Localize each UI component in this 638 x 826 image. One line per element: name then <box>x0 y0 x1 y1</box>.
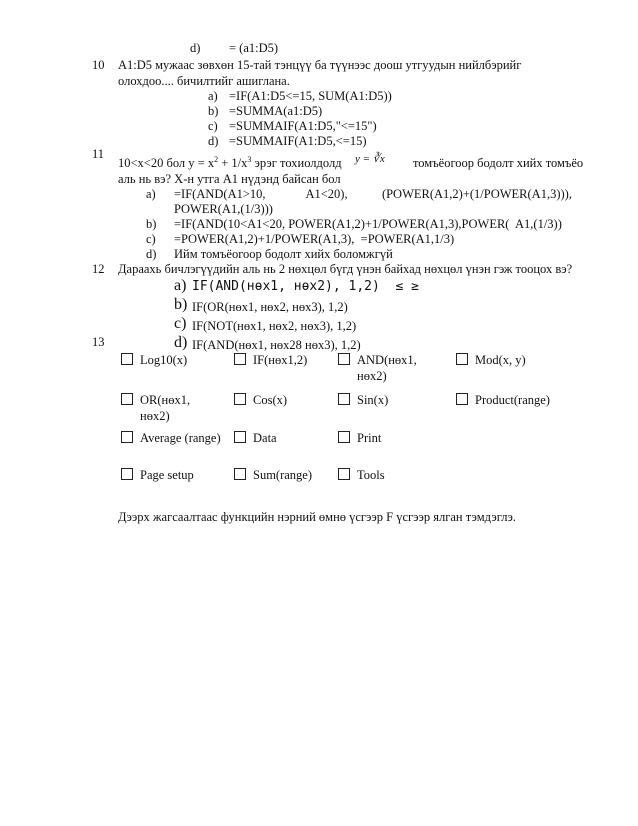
q11-option-label: d) <box>146 247 157 261</box>
checkbox[interactable] <box>338 353 350 365</box>
checkbox[interactable] <box>234 353 246 365</box>
q10-number: 10 <box>92 58 105 72</box>
q12-option-text: IF(NOT(нөх1, нөх2, нөх3), 1,2) <box>192 319 357 333</box>
q13-option-label: Page setup <box>140 468 194 482</box>
q13-footer: Дээрх жагсаалтаас функцийн нэрний өмнө үсгээр F үсгээр ялган тэмдэглэ. <box>118 510 516 524</box>
checkbox[interactable] <box>121 393 133 405</box>
checkbox[interactable] <box>338 393 350 405</box>
q11-option-text: =POWER(A1,2)+1/POWER(A1,3), =POWER(A1,1/3) <box>174 232 455 246</box>
q12-option-label: c) <box>174 315 187 332</box>
checkbox[interactable] <box>121 431 133 443</box>
q13-option-label: Data <box>253 431 277 445</box>
q13-option-label: Average (range) <box>140 431 221 445</box>
q11-option-text: Ийм томъёогоор бодолт хийх боломжгүй <box>174 247 393 261</box>
q10-option-label: b) <box>208 104 219 118</box>
q13-option[interactable] <box>456 392 550 408</box>
checkbox[interactable] <box>338 468 350 480</box>
q13-option[interactable] <box>338 352 417 384</box>
checkbox[interactable] <box>121 353 133 365</box>
q11-line1-d: томъёогоор бодолт хийх томъёо <box>413 156 584 170</box>
q13-option[interactable] <box>456 352 526 368</box>
q10-line1: A1:D5 мужаас зөвхөн 15-тай тэнцүү ба түүнээс доош утгуудын нийлбэрийг <box>118 58 522 72</box>
q10-option-label: a) <box>208 89 218 103</box>
q11-line1 <box>118 155 342 171</box>
q13-option-label: Tools <box>357 468 385 482</box>
q13-option-label: Cos(x) <box>253 393 288 407</box>
q12-option-label: a) <box>174 277 187 294</box>
q13-option[interactable] <box>121 467 194 483</box>
q11-option-text: =IF(AND(10<A1<20, POWER(A1,2)+1/POWER(A1,3),POWER( A1,(1/3)) <box>174 217 562 231</box>
q11-line1-b: + 1/x <box>218 156 248 170</box>
q12-option-text: IF(AND(нөх1, нөх2), 1,2) ≤ ≥ <box>192 279 419 294</box>
checkbox[interactable] <box>234 431 246 443</box>
q13-option[interactable] <box>234 430 277 446</box>
q12-option-text: IF(AND(нөх1, нөх28 нөх3), 1,2) <box>192 338 361 352</box>
q13-option-label: Sum(range) <box>253 468 313 482</box>
q10-option-text: =IF(A1:D5<=15, SUM(A1:D5)) <box>229 89 392 103</box>
q10-option-text: =SUMMAIF(A1:D5,<=15) <box>229 134 367 148</box>
checkbox[interactable] <box>456 353 468 365</box>
q13-option[interactable] <box>338 467 385 483</box>
q13-option[interactable] <box>234 467 312 483</box>
q11-sup2: 3 <box>247 154 252 164</box>
checkbox[interactable] <box>234 468 246 480</box>
q13-option-label: AND(нөх1, нөх2) <box>357 353 417 383</box>
q12-option-label: d) <box>174 334 188 351</box>
q9-option-d-text: = (a1:D5) <box>229 41 279 55</box>
q9-option-d-label: d) <box>190 41 201 55</box>
q11-sup1: 2 <box>214 154 219 164</box>
q10-option-text: =SUMMA(a1:D5) <box>229 104 323 118</box>
q10-line2: олохдоо.... бичилтийг ашиглана. <box>118 74 290 88</box>
q12-option-text: IF(OR(нөх1, нөх2, нөх3), 1,2) <box>192 300 348 314</box>
q13-option-label: Print <box>357 431 382 445</box>
q12-question: Дараахь бичлэгүүдийн аль нь 2 нөхцөл бүгд үнэн байхад нөхцөл үнэн гэж тооцох вэ? <box>118 262 573 276</box>
q13-option-label: OR(нөх1, нөх2) <box>140 393 191 423</box>
q11-line1-a: 10<x<20 бол y = x <box>118 156 215 170</box>
q13-option-label: Sin(x) <box>357 393 389 407</box>
q12-option-label: b) <box>174 296 188 313</box>
q10-option-text: =SUMMAIF(A1:D5,"<=15") <box>229 119 377 133</box>
q11-number: 11 <box>92 147 105 161</box>
q13-option[interactable] <box>121 352 187 368</box>
q11-option-label: b) <box>146 217 157 231</box>
q13-option-label: Product(range) <box>475 393 550 407</box>
checkbox[interactable] <box>121 468 133 480</box>
q13-option[interactable] <box>338 430 381 446</box>
q13-option[interactable] <box>234 352 307 368</box>
q11-option-text-cont: POWER(A1,(1/3))) <box>174 202 273 216</box>
q13-option[interactable] <box>121 430 221 446</box>
q11-option-label: c) <box>146 232 156 246</box>
q11-line1-c: эрэг тохиолдолд <box>251 156 342 170</box>
q13-option[interactable] <box>121 392 190 424</box>
q13-option[interactable] <box>338 392 388 408</box>
checkbox[interactable] <box>234 393 246 405</box>
q10-option-label: d) <box>208 134 219 148</box>
checkbox[interactable] <box>456 393 468 405</box>
q10-option-label: c) <box>208 119 218 133</box>
q13-option-label: Log10(x) <box>140 353 188 367</box>
q11-formula: y = ∛x <box>355 153 385 165</box>
checkbox[interactable] <box>338 431 350 443</box>
q11-line2: аль нь вэ? X-н утга A1 нүдэнд байсан бол <box>118 172 341 186</box>
q13-number: 13 <box>92 335 105 349</box>
q13-option-label: Mod(x, y) <box>475 353 526 367</box>
q12-number: 12 <box>92 262 105 276</box>
q13-option-label: IF(нөх1,2) <box>253 353 308 367</box>
q11-option-label: a) <box>146 187 156 201</box>
q13-option[interactable] <box>234 392 287 408</box>
q11-option-text: =IF(AND(A1>10, A1<20), (POWER(A1,2)+(1/POWER(A1,3))), <box>174 187 572 201</box>
